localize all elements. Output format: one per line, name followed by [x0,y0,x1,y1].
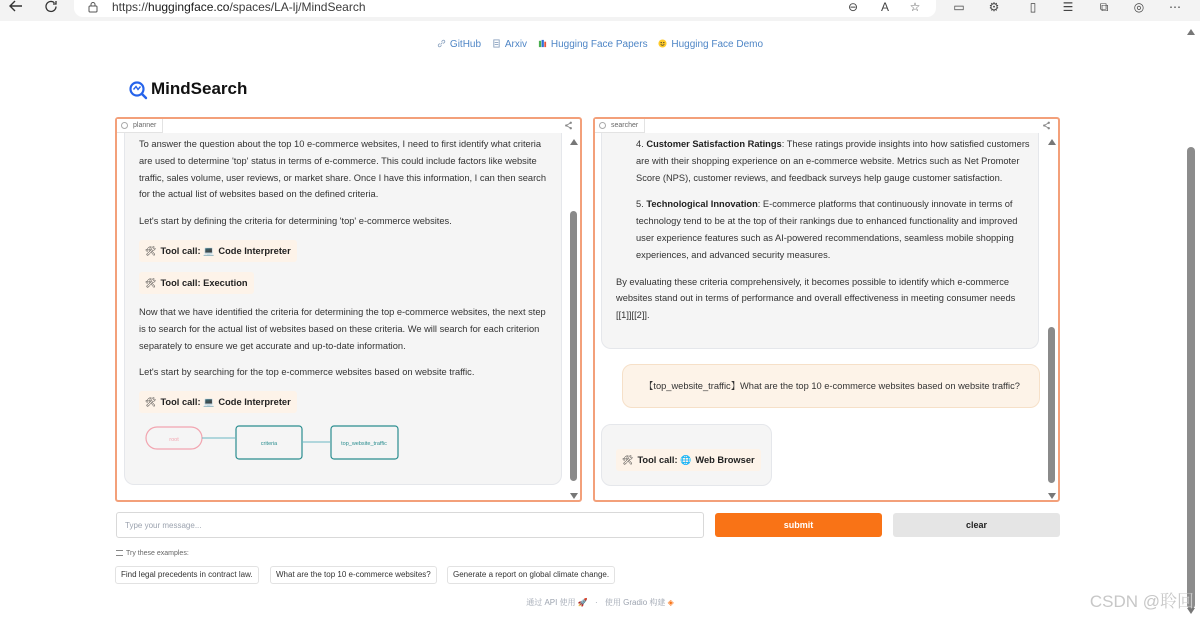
planner-scrollbar[interactable] [569,139,579,499]
tools-icon: 🛠 [145,245,157,256]
split-screen-icon[interactable]: ▯ [1029,0,1037,14]
example-button[interactable]: Find legal precedents in contract law. [115,566,259,584]
share-icon[interactable] [564,121,573,130]
graph-node-criteria-label: criteria [260,441,278,447]
read-aloud-icon[interactable]: A [880,0,889,14]
tool-call-badge[interactable]: 🛠 Tool call: Execution [139,272,254,294]
graph-node-root-label: root [169,437,179,443]
planner-message [124,133,562,485]
browser-toolbar [0,0,1200,21]
extensions-icon[interactable]: ⚙ [988,0,1000,14]
footer: 通过 API 使用 🚀 · 使用 Gradio 构建 ◈ [526,598,674,607]
planner-paragraph: Let's start by searching for the top e-commerce websites based on website traffic. [139,367,475,378]
submit-button[interactable]: submit [715,513,882,537]
user-query-bubble [622,364,1040,408]
examples-heading: Try these examples: [116,550,189,557]
tool-call-badge[interactable]: 🛠 Tool call: 💻 Code Interpreter [139,240,297,262]
arxiv-link[interactable]: Arxiv [492,39,530,50]
searcher-answer [601,133,1039,349]
hugging-face-icon [658,39,667,48]
profile-icon[interactable]: ◎ [1133,0,1145,14]
user-query-text: 【top_website_traffic】What are the top 10 e-commerce websites based on website traffic? [644,381,1020,391]
refresh-icon[interactable] [40,0,62,16]
message-input[interactable] [116,512,704,538]
hugging-face-papers-link[interactable]: Hugging Face Papers [538,39,651,50]
computer-icon: 💻 [203,245,215,256]
example-button[interactable]: Generate a report on global climate change. [447,566,615,584]
criteria-item: 4. Customer Satisfaction Ratings: These ratings provide insights into how satisfied customers are with their shopping experience on an e-commerce website. Metrics such as Net Promoter Score (NPS), customer reviews, and feedback surveys help gauge customer satisfaction. [636,139,1030,183]
url-text: https://huggingface.co/spaces/LA-lj/MindSearch [112,0,366,14]
tool-call-bubble [601,424,772,486]
planner-tag: planner [117,119,163,133]
favorites-list-icon[interactable]: ☰ [1062,0,1074,14]
planner-graph [145,423,405,463]
lock-icon [88,1,98,13]
planner-paragraph: Now that we have identified the criteria for determining the top e-commerce websites, the next step is to search for the actual list of websites based on these criteria. We will search for each criterion separately to ensure we get accurate and up-to-date information. [139,306,546,351]
page [0,21,1200,622]
searcher-tag: searcher [595,119,645,133]
back-icon[interactable] [5,0,27,16]
example-button[interactable]: What are the top 10 e-commerce websites? [270,566,437,584]
mindsearch-logo-icon [128,80,148,100]
tools-icon: 🛠 [145,277,157,288]
share-icon[interactable] [1042,121,1051,130]
searcher-scrollbar[interactable] [1047,139,1057,499]
address-bar[interactable] [74,0,936,17]
collections-icon[interactable]: ⧉ [1099,0,1109,14]
more-menu-icon[interactable]: ⋯ [1169,0,1181,14]
zoom-icon[interactable]: ⊖ [847,0,859,14]
app-title: MindSearch [151,79,248,98]
page-scrollbar[interactable] [1186,29,1196,614]
tools-icon: 🛠 [145,397,157,408]
computer-icon: 💻 [203,397,215,408]
summary-text: By evaluating these criteria comprehensively, it becomes possible to identify which e-commerce websites stand out in terms of performance and overall effectiveness in meeting consumer needs [[1]][[2]]. [616,276,1016,321]
planner-paragraph: Let's start by defining the criteria for determining 'top' e-commerce websites. [139,216,452,227]
link-icon [437,39,446,48]
tool-call-badge[interactable]: 🛠 Tool call: 💻 Code Interpreter [139,391,297,413]
document-icon [492,39,501,48]
top-links [0,39,1200,50]
list-icon [116,550,123,556]
web-browser-tool-badge[interactable]: 🛠 Tool call: 🌐 Web Browser [616,449,761,471]
rocket-icon: 🚀 [577,598,588,607]
github-link[interactable]: GitHub [437,39,484,50]
tools-icon: 🛠 [622,455,634,465]
watermark: CSDN @聆回 [1089,592,1194,611]
clear-button[interactable]: clear [893,513,1060,537]
gradio-link[interactable]: 使用 Gradio 构建 ◈ [604,598,674,607]
chat-icon [121,122,128,129]
api-link[interactable]: 通过 API 使用 🚀 [526,598,588,607]
favorite-star-icon[interactable]: ☆ [909,0,921,14]
books-icon [538,39,547,48]
criteria-item: 5. Technological Innovation: E-commerce platforms that continuously innovate in terms of technology tend to be at the top of their rankings due to enhanced functionality and improved user experience features such as AI-powered recommendations, seamless mobile shopping experiences, and advanced security measures. [636,199,1018,260]
planner-panel [115,117,582,502]
searcher-panel [593,117,1060,502]
globe-icon: 🌐 [680,455,692,465]
graph-node-traffic-label: top_website_traffic [341,441,387,447]
screen-cast-icon[interactable]: ▭ [953,0,965,14]
chat-icon [599,122,606,129]
gradio-logo-icon: ◈ [667,598,674,607]
hugging-face-demo-link[interactable]: Hugging Face Demo [658,39,763,50]
planner-paragraph: To answer the question about the top 10 e-commerce websites, I need to first identify what criteria are used to determine 'top' status in terms of e-commerce. This could include factors like website traffic, sales volume, user reviews, or market share. Once I have this information, I can then search for the actual list of websites based on the defined criteria. [139,139,547,200]
